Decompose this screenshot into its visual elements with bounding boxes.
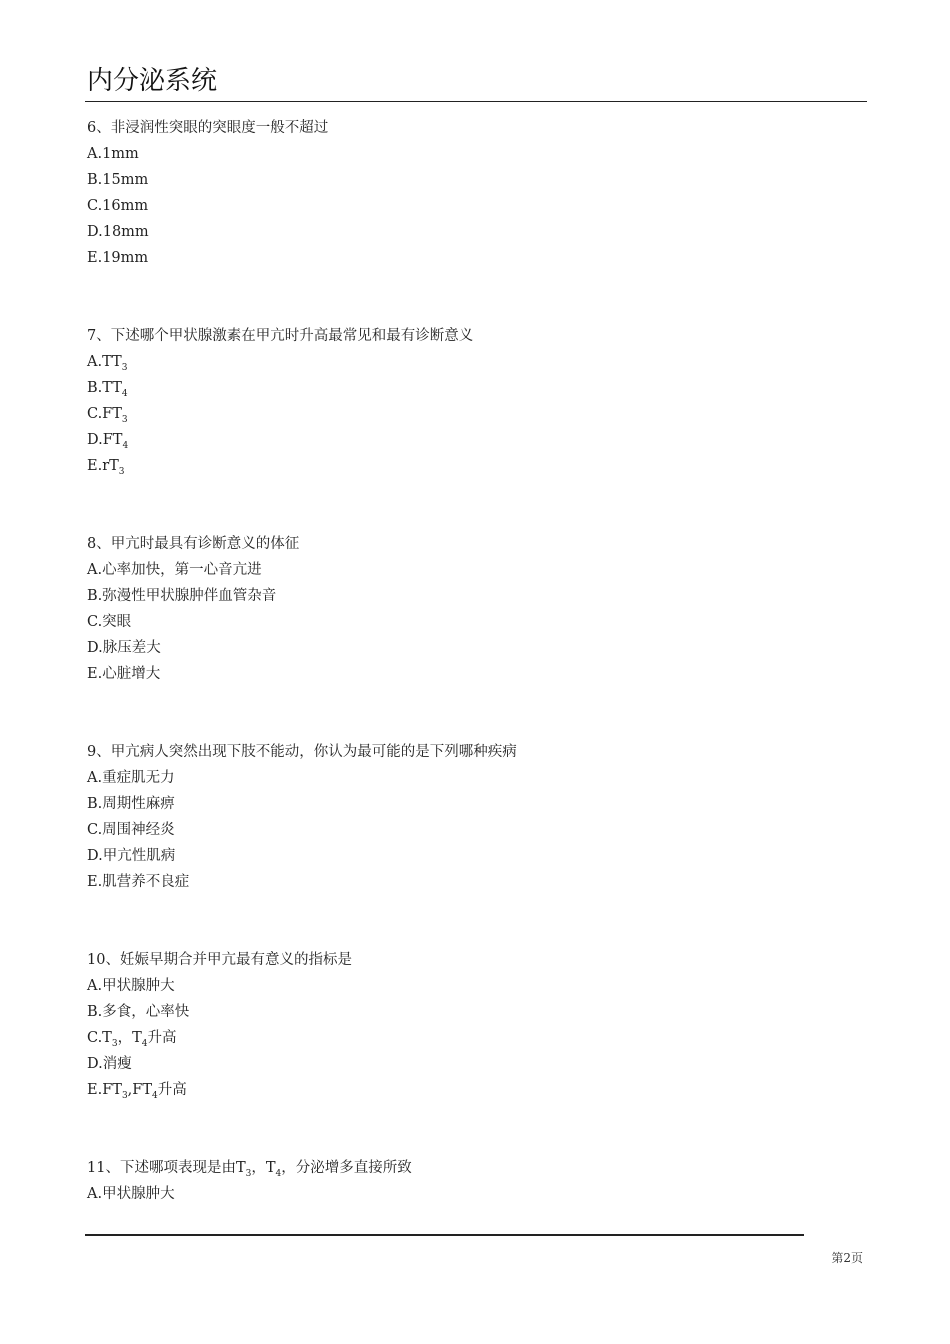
option-c: C.周围神经炎 <box>87 822 175 838</box>
option-b: B.弥漫性甲状腺肿伴血管杂音 <box>87 588 277 604</box>
option-text: C.FT <box>87 406 122 422</box>
page-number: 第2页 <box>831 1251 863 1265</box>
option-e <box>87 1077 867 1103</box>
option-a: A.1mm <box>87 146 139 162</box>
option-d: D.消瘦 <box>87 1056 132 1072</box>
subscript: 4 <box>275 1169 282 1179</box>
question-8 <box>87 531 867 687</box>
option-d <box>87 427 867 453</box>
option-a: A.甲状腺肿大 <box>87 1186 175 1202</box>
option-c <box>87 401 867 427</box>
subscript: 4 <box>121 389 128 399</box>
option-c: C.16mm <box>87 198 149 214</box>
question-list <box>87 115 867 1259</box>
option-text: C.T <box>87 1030 112 1046</box>
stem-text: ，T <box>251 1160 276 1176</box>
option-text: 升高 <box>147 1030 177 1046</box>
subscript: 3 <box>121 415 128 425</box>
question-stem: 10、妊娠早期合并甲亢最有意义的指标是 <box>87 952 352 968</box>
question-stem <box>87 1155 867 1181</box>
option-e: E.心脏增大 <box>87 666 161 682</box>
question-stem: 9、甲亢病人突然出现下肢不能动，你认为最可能的是下列哪种疾病 <box>87 744 517 760</box>
question-stem: 6、非浸润性突眼的突眼度一般不超过 <box>87 120 329 136</box>
option-b <box>87 375 867 401</box>
option-d: D.脉压差大 <box>87 640 161 656</box>
stem-text: ，分泌增多直接所致 <box>281 1160 412 1176</box>
subscript: 3 <box>118 467 125 477</box>
subscript: 3 <box>121 1091 128 1101</box>
subscript: 3 <box>121 363 128 373</box>
option-a: A.心率加快，第一心音亢进 <box>87 562 262 578</box>
footer-divider <box>85 1234 804 1236</box>
document-header-title: 内分泌系统 <box>87 66 218 96</box>
option-text: 升高 <box>157 1082 187 1098</box>
option-d: D.甲亢性肌病 <box>87 848 176 864</box>
option-c: C.突眼 <box>87 614 132 630</box>
option-text: A.TT <box>87 354 122 370</box>
option-b: B.15mm <box>87 172 149 188</box>
option-text: ,FT <box>127 1082 153 1098</box>
option-a: A.甲状腺肿大 <box>87 978 175 994</box>
option-text: D.FT <box>87 432 123 448</box>
option-e <box>87 453 867 479</box>
question-6 <box>87 115 867 271</box>
option-b: B.周期性麻痹 <box>87 796 175 812</box>
question-stem: 8、甲亢时最具有诊断意义的体征 <box>87 536 300 552</box>
question-7 <box>87 323 867 479</box>
option-a: A.重症肌无力 <box>87 770 175 786</box>
option-text: ，T <box>117 1030 142 1046</box>
option-a <box>87 349 867 375</box>
subscript: 4 <box>141 1039 148 1049</box>
option-text: E.FT <box>87 1082 122 1098</box>
option-c <box>87 1025 867 1051</box>
subscript: 4 <box>122 441 129 451</box>
option-e: E.肌营养不良症 <box>87 874 190 890</box>
subscript: 4 <box>152 1091 158 1101</box>
option-b: B.多食，心率快 <box>87 1004 190 1020</box>
option-e: E.19mm <box>87 250 149 266</box>
option-text: B.TT <box>87 380 122 396</box>
subscript: 3 <box>111 1039 118 1049</box>
option-text: E.rT <box>87 458 119 474</box>
stem-text: 11、下述哪项表现是由T <box>87 1160 246 1176</box>
subscript: 3 <box>245 1169 252 1179</box>
option-d: D.18mm <box>87 224 149 240</box>
header-divider <box>85 101 867 102</box>
question-stem: 7、下述哪个甲状腺激素在甲亢时升高最常见和最有诊断意义 <box>87 328 474 344</box>
question-11 <box>87 1155 867 1207</box>
question-9 <box>87 739 867 895</box>
question-10 <box>87 947 867 1103</box>
